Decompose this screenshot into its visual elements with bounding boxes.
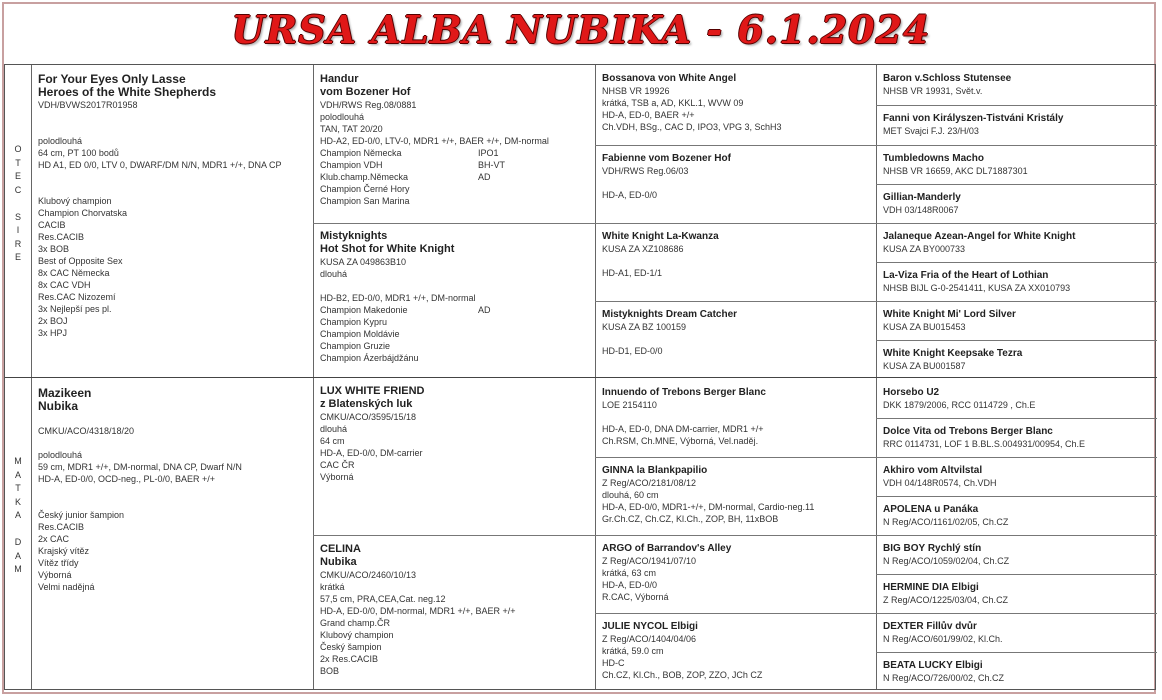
gen4-cell bbox=[877, 73, 1157, 105]
dam-info: HD-A, ED-0/0, OCD-neg., PL-0/0, BAER +/+ bbox=[38, 474, 216, 484]
dog-info: krátká, 63 cm bbox=[602, 568, 657, 578]
dog-name: Akhiro vom Altvilstal bbox=[883, 465, 983, 476]
sire-title: 3x HPJ bbox=[38, 328, 68, 338]
gen4-cell bbox=[877, 153, 1157, 185]
dog-info: Český šampion bbox=[320, 642, 382, 652]
dam-info: polodlouhá bbox=[38, 450, 83, 460]
dog-name: Mistyknights bbox=[320, 230, 388, 242]
dog-info: HD-A, ED-0/0 bbox=[602, 580, 658, 590]
sire-info: polodlouhá bbox=[38, 136, 83, 146]
dog-info: HD-A, ED-0/0, DM-carrier bbox=[320, 448, 423, 458]
sire-title: Best of Opposite Sex bbox=[38, 256, 123, 266]
dog-title: IPO1 bbox=[478, 148, 499, 158]
dog-name: LUX WHITE FRIEND bbox=[320, 385, 425, 397]
sire-title: 3x BOB bbox=[38, 244, 70, 254]
dog-info: Ch.VDH, BSg., CAC D, IPO3, VPG 3, SchH3 bbox=[602, 122, 782, 132]
dog-title: Champion Makedonie bbox=[320, 305, 408, 315]
gen4-cell bbox=[877, 621, 1157, 653]
dam-title: Krajský vítěz bbox=[38, 546, 90, 556]
dog-info: Z Reg/ACO/1941/07/10 bbox=[602, 556, 697, 566]
dog-name: White Knight La-Kwanza bbox=[602, 231, 719, 242]
dog-title: AD bbox=[478, 305, 491, 315]
dam-reg: CMKU/ACO/4318/18/20 bbox=[38, 426, 135, 436]
dog-info: Z Reg/ACO/1225/03/04, Ch.CZ bbox=[883, 595, 1009, 605]
dog-name: Mistyknights Dream Catcher bbox=[602, 309, 738, 320]
dog-kennel: z Blatenských luk bbox=[320, 398, 413, 410]
dog-info: Ch.CZ, Kl.Ch., BOB, ZOP, ZZO, JCh CZ bbox=[602, 670, 763, 680]
dog-name: Tumbledowns Macho bbox=[883, 153, 984, 164]
dog-name: Dolce Vita od Trebons Berger Blanc bbox=[883, 426, 1053, 437]
gen3-cell bbox=[596, 621, 876, 691]
dog-name: Handur bbox=[320, 73, 359, 85]
dog-title: AD bbox=[478, 172, 491, 182]
dog-info: VDH/RWS Reg.06/03 bbox=[602, 166, 689, 176]
side-label-sire: O T E C S I R E bbox=[14, 144, 22, 262]
dog-info: Grand champ.ČR bbox=[320, 618, 391, 628]
gen3-cell bbox=[596, 387, 876, 457]
dog-name: GINNA la Blankpapilio bbox=[602, 465, 708, 476]
dog-info: LOE 2154110 bbox=[602, 400, 657, 410]
dog-info: krátká, TSB a, AD, KKL.1, WVW 09 bbox=[602, 98, 744, 108]
sire-sire-cell bbox=[314, 73, 595, 223]
dog-info: RRC 0114731, LOF 1 B.BL.S.004931/00954, Ch.E bbox=[883, 439, 1085, 449]
dog-kennel: vom Bozener Hof bbox=[320, 86, 411, 98]
dog-name: Fabienne vom Bozener Hof bbox=[602, 153, 731, 164]
dog-info: NHSB BIJL G-0-2541411, KUSA ZA XX010793 bbox=[883, 283, 1071, 293]
gen3-cell bbox=[596, 543, 876, 613]
dog-info: HD-A, ED-0, DNA DM-carrier, MDR1 +/+ bbox=[602, 424, 764, 434]
dog-info: Z Reg/ACO/1404/04/06 bbox=[602, 634, 697, 644]
dog-info: N Reg/ACO/726/00/02, Ch.CZ bbox=[883, 673, 1005, 683]
dam-kennel: Nubika bbox=[38, 399, 79, 413]
dog-info: CAC ČR bbox=[320, 460, 355, 470]
dog-info: HD-A, ED-0/0, DM-normal, MDR1 +/+, BAER +/+ bbox=[320, 606, 516, 616]
dog-name: La-Viza Fria of the Heart of Lothian bbox=[883, 270, 1049, 281]
dog-info: VDH 03/148R0067 bbox=[883, 205, 959, 215]
sire-cell bbox=[32, 73, 313, 377]
divider bbox=[595, 145, 1157, 146]
sire-title: CACIB bbox=[38, 220, 66, 230]
gen4-cell bbox=[877, 192, 1157, 224]
dog-info: polodlouhá bbox=[320, 112, 365, 122]
dog-info: KUSA ZA BU015453 bbox=[883, 322, 966, 332]
dog-info: Gr.Ch.CZ, Ch.CZ, Kl.Ch., ZOP, BH, 11xBOB bbox=[602, 514, 779, 524]
dog-info: Výborná bbox=[320, 472, 354, 482]
dog-name: Fanni von Királyszen-Tistváni Kristály bbox=[883, 113, 1064, 124]
dog-info: TAN, TAT 20/20 bbox=[320, 124, 383, 134]
dog-name: JULIE NYCOL Elbigi bbox=[602, 621, 698, 632]
dog-title: Champion Německa bbox=[320, 148, 402, 158]
dog-name: BIG BOY Rychlý stín bbox=[883, 543, 982, 554]
dog-title: Champion Ázerbájdžánu bbox=[320, 353, 419, 363]
dog-info: HD-A, ED-0/0 bbox=[602, 190, 658, 200]
dog-title: Champion Černé Hory bbox=[320, 184, 410, 194]
sire-title: 8x CAC VDH bbox=[38, 280, 91, 290]
dog-info: VDH 04/148R0574, Ch.VDH bbox=[883, 478, 997, 488]
dog-info: HD-A, ED-0/0, MDR1-+/+, DM-normal, Cardio-neg.11 bbox=[602, 502, 815, 512]
dog-info: Ch.RSM, Ch.MNE, Výborná, Vel.naděj. bbox=[602, 436, 759, 446]
dog-info: Z Reg/ACO/2181/08/12 bbox=[602, 478, 697, 488]
sire-dam-cell bbox=[314, 230, 595, 377]
dog-name: ARGO of Barrandov's Alley bbox=[602, 543, 732, 554]
sire-title: Klubový champion bbox=[38, 196, 112, 206]
dog-title: Champion San Marina bbox=[320, 196, 410, 206]
dog-info: Klubový champion bbox=[320, 630, 394, 640]
dog-info: HD-A, ED-0, BAER +/+ bbox=[602, 110, 695, 120]
dog-info: KUSA ZA 049863B10 bbox=[320, 257, 407, 267]
dog-info: HD-C bbox=[602, 658, 625, 668]
dog-info: KUSA ZA BY000733 bbox=[883, 244, 966, 254]
dog-info: MET Svajci F.J. 23/H/03 bbox=[883, 126, 979, 136]
sire-title: Res.CACIB bbox=[38, 232, 85, 242]
gen4-cell bbox=[877, 348, 1157, 378]
gen4-cell bbox=[877, 231, 1157, 263]
dog-info: NHSB VR 19931, Svět.v. bbox=[883, 86, 983, 96]
gen3-cell bbox=[596, 231, 876, 301]
gen4-cell bbox=[877, 426, 1157, 458]
dog-name: HERMINE DIA Elbigi bbox=[883, 582, 979, 593]
dog-name: Gillian-Manderly bbox=[883, 192, 961, 203]
dog-info: VDH/RWS Reg.08/0881 bbox=[320, 100, 417, 110]
dog-info: 57,5 cm, PRA,CEA,Cat. neg.12 bbox=[320, 594, 446, 604]
dog-name: Bossanova von White Angel bbox=[602, 73, 737, 84]
dog-name: DEXTER Fillův dvůr bbox=[883, 621, 977, 632]
pedigree-table bbox=[4, 64, 1156, 690]
dog-info: 64 cm bbox=[320, 436, 345, 446]
gen4-cell bbox=[877, 582, 1157, 614]
page-title: URSA ALBA NUBIKA - 6.1.2024 bbox=[231, 7, 931, 52]
gen3-cell bbox=[596, 465, 876, 535]
dog-info: krátká bbox=[320, 582, 345, 592]
dog-info: HD-D1, ED-0/0 bbox=[602, 346, 663, 356]
gen4-cell bbox=[877, 465, 1157, 497]
dam-title: Vítěz třídy bbox=[38, 558, 79, 568]
dog-title: Klub.champ.Německa bbox=[320, 172, 409, 182]
dam-title: Český junior šampion bbox=[38, 510, 125, 520]
dam-title: Velmi nadějná bbox=[38, 582, 95, 592]
sire-kennel: Heroes of the White Shepherds bbox=[38, 85, 217, 99]
dog-info: dlouhá, 60 cm bbox=[602, 490, 659, 500]
side-label-dam: M A T K A D A M bbox=[14, 456, 22, 574]
gen4-cell bbox=[877, 113, 1157, 145]
dog-info: DKK 1879/2006, RCC 0114729 , Ch.E bbox=[883, 400, 1036, 410]
dog-info: dlouhá bbox=[320, 424, 348, 434]
dog-info: 2x Res.CACIB bbox=[320, 654, 379, 664]
gen4-cell bbox=[877, 543, 1157, 575]
dog-info: KUSA ZA BU001587 bbox=[883, 361, 966, 371]
sire-info: HD A1, ED 0/0, LTV 0, DWARF/DM N/N, MDR1 +/+, DNA CP bbox=[38, 160, 282, 170]
dog-info: CMKU/ACO/3595/15/18 bbox=[320, 412, 417, 422]
sire-title: Res.CAC Nizozemí bbox=[38, 292, 116, 302]
dog-info: NHSB VR 19926 bbox=[602, 86, 670, 96]
dog-name: White Knight Keepsake Tezra bbox=[883, 348, 1023, 359]
dog-title: Champion Moldávie bbox=[320, 329, 400, 339]
gen4-cell bbox=[877, 660, 1157, 690]
dog-info: N Reg/ACO/1161/02/05, Ch.CZ bbox=[883, 517, 1009, 527]
dog-info: KUSA ZA BZ 100159 bbox=[602, 322, 687, 332]
dam-title: Výborná bbox=[38, 570, 72, 580]
dam-name: Mazikeen bbox=[38, 387, 92, 400]
dog-title: Champion VDH bbox=[320, 160, 383, 170]
dog-info: dlouhá bbox=[320, 269, 348, 279]
gen3-cell bbox=[596, 73, 876, 145]
dog-name: BEATA LUCKY Elbigi bbox=[883, 660, 983, 671]
dog-title: BH-VT bbox=[478, 160, 505, 170]
dog-title: Champion Kypru bbox=[320, 317, 388, 327]
gen4-cell bbox=[877, 387, 1157, 419]
dog-name: Baron v.Schloss Stutensee bbox=[883, 73, 1012, 84]
dog-kennel: Nubika bbox=[320, 556, 357, 568]
dog-info: BOB bbox=[320, 666, 340, 676]
dam-sire-cell bbox=[314, 385, 595, 535]
dog-info: N Reg/ACO/601/99/02, Kl.Ch. bbox=[883, 634, 1003, 644]
dog-info: KUSA ZA XZ108686 bbox=[602, 244, 684, 254]
dog-info: HD-B2, ED-0/0, MDR1 +/+, DM-normal bbox=[320, 293, 476, 303]
sire-name: For Your Eyes Only Lasse bbox=[38, 73, 186, 86]
dam-title: 2x CAC bbox=[38, 534, 70, 544]
sire-info: 64 cm, PT 100 bodů bbox=[38, 148, 119, 158]
dog-name: Jalaneque Azean-Angel for White Knight bbox=[883, 231, 1076, 242]
gen4-cell bbox=[877, 504, 1157, 536]
dam-cell bbox=[32, 387, 313, 691]
gen3-cell bbox=[596, 309, 876, 377]
sire-title: 3x Nejlepší pes pl. bbox=[38, 304, 112, 314]
dam-info: 59 cm, MDR1 +/+, DM-normal, DNA CP, Dwarf N/N bbox=[38, 462, 242, 472]
divider bbox=[876, 105, 1157, 106]
dog-name: White Knight Mi' Lord Silver bbox=[883, 309, 1016, 320]
dog-info: N Reg/ACO/1059/02/04, Ch.CZ bbox=[883, 556, 1010, 566]
dog-kennel: Hot Shot for White Knight bbox=[320, 243, 455, 255]
dog-info: krátká, 59.0 cm bbox=[602, 646, 664, 656]
sire-reg: VDH/BVWS2017R01958 bbox=[38, 100, 138, 110]
gen4-cell bbox=[877, 270, 1157, 302]
dog-name: CELINA bbox=[320, 543, 361, 555]
dog-info: HD-A2, ED-0/0, LTV-0, MDR1 +/+, BAER +/+, DM-normal bbox=[320, 136, 549, 146]
sire-title: Champion Chorvatska bbox=[38, 208, 128, 218]
dog-info: NHSB VR 16659, AKC DL71887301 bbox=[883, 166, 1028, 176]
dog-info: CMKU/ACO/2460/10/13 bbox=[320, 570, 417, 580]
dam-dam-cell bbox=[314, 543, 595, 690]
dog-name: Horsebo U2 bbox=[883, 387, 940, 398]
dog-info: HD-A1, ED-1/1 bbox=[602, 268, 663, 278]
sire-title: 8x CAC Německa bbox=[38, 268, 110, 278]
dog-title: Champion Gruzie bbox=[320, 341, 391, 351]
sire-title: 2x BOJ bbox=[38, 316, 68, 326]
dog-name: Innuendo of Trebons Berger Blanc bbox=[602, 387, 766, 398]
dog-info: R.CAC, Výborná bbox=[602, 592, 669, 602]
dam-title: Res.CACIB bbox=[38, 522, 85, 532]
dog-name: APOLENA u Panáka bbox=[883, 504, 979, 515]
gen4-cell bbox=[877, 309, 1157, 341]
